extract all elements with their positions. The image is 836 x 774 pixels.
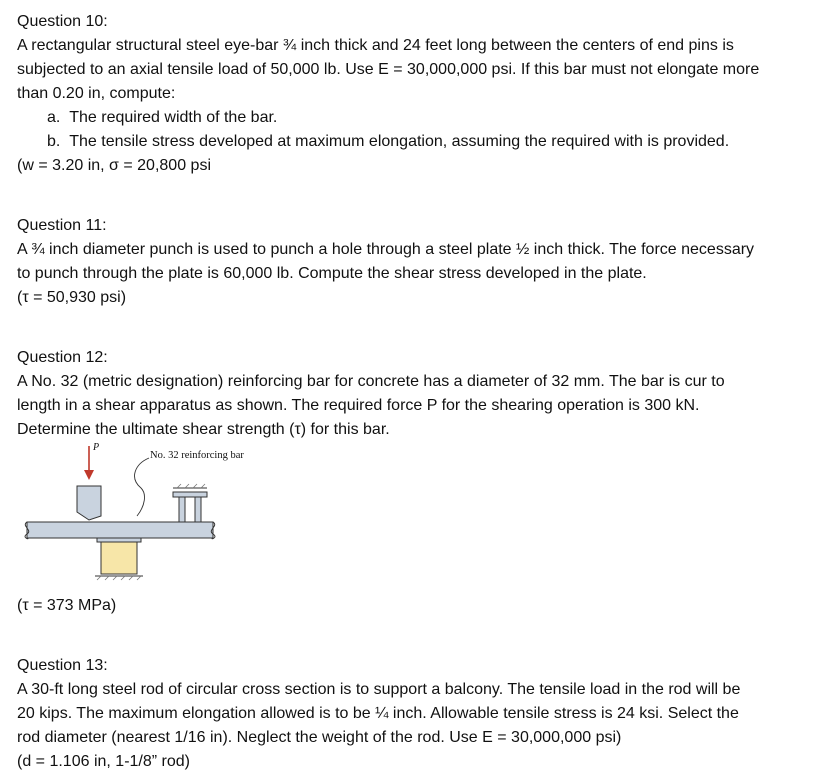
answer-text: (τ = 50,930 psi) (17, 289, 127, 306)
question-heading: Question 12: (17, 349, 108, 366)
question-heading: Question 10: (17, 13, 108, 30)
clamp-post-right (195, 496, 201, 522)
list-marker: b. (47, 133, 61, 150)
clamp-top-plate (173, 492, 207, 497)
reinforcing-bar (27, 522, 213, 538)
clamp-post-left (179, 496, 185, 522)
question-text-line: A ¾ inch diameter punch is used to punch a hole through a steel plate ½ inch thick. The force necessary (17, 241, 755, 258)
list-item (17, 130, 817, 154)
answer-text: (d = 1.106 in, 1-1/8” rod) (17, 753, 190, 770)
shear-apparatus-figure (17, 444, 277, 594)
question-text-line: than 0.20 in, compute: (17, 85, 176, 102)
question-12 (17, 346, 817, 618)
question-text-line: A rectangular structural steel eye-bar ¾ inch thick and 24 feet long between the centers of end pins is (17, 37, 734, 54)
lower-support-cap (97, 538, 141, 542)
question-13 (17, 654, 817, 774)
question-11 (17, 214, 817, 310)
question-text-line: A No. 32 (metric designation) reinforcing bar for concrete has a diameter of 32 mm. The bar is cur to (17, 373, 725, 390)
document-page (17, 10, 817, 774)
force-arrow-head (84, 470, 94, 480)
list-marker: a. (47, 109, 61, 126)
list-item-text: The tensile stress developed at maximum elongation, assuming the required with is provided. (69, 133, 730, 150)
question-text-line: A 30-ft long steel rod of circular cross section is to support a balcony. The tensile load in the rod will be (17, 681, 741, 698)
lower-support-block (101, 538, 137, 574)
force-label: P (93, 442, 100, 453)
shear-apparatus-drawing (17, 444, 277, 594)
question-text-line: Determine the ultimate shear strength (τ) for this bar. (17, 421, 390, 438)
answer-text: (w = 3.20 in, σ = 20,800 psi (17, 157, 211, 174)
label-leader-line (135, 458, 149, 516)
question-text-line: rod diameter (nearest 1/16 in). Neglect the weight of the rod. Use E = 30,000,000 psi) (17, 729, 622, 746)
question-text-line: subjected to an axial tensile load of 50,000 lb. Use E = 30,000,000 psi. If this bar must not elongate more (17, 61, 760, 78)
question-text-line: length in a shear apparatus as shown. The required force P for the shearing operation is 300 kN. (17, 397, 700, 414)
question-10 (17, 10, 817, 178)
cutter-blade (77, 486, 101, 520)
question-text-line: to punch through the plate is 60,000 lb. Compute the shear stress developed in the plate. (17, 265, 647, 282)
bar-label: No. 32 reinforcing bar (150, 450, 244, 461)
question-text-line: 20 kips. The maximum elongation allowed is to be ¼ inch. Allowable tensile stress is 24 ksi. Select the (17, 705, 739, 722)
list-item-text: The required width of the bar. (69, 109, 278, 126)
question-heading: Question 13: (17, 657, 108, 674)
question-heading: Question 11: (17, 217, 107, 234)
answer-text: (τ = 373 MPa) (17, 597, 117, 614)
list-item (17, 106, 817, 130)
